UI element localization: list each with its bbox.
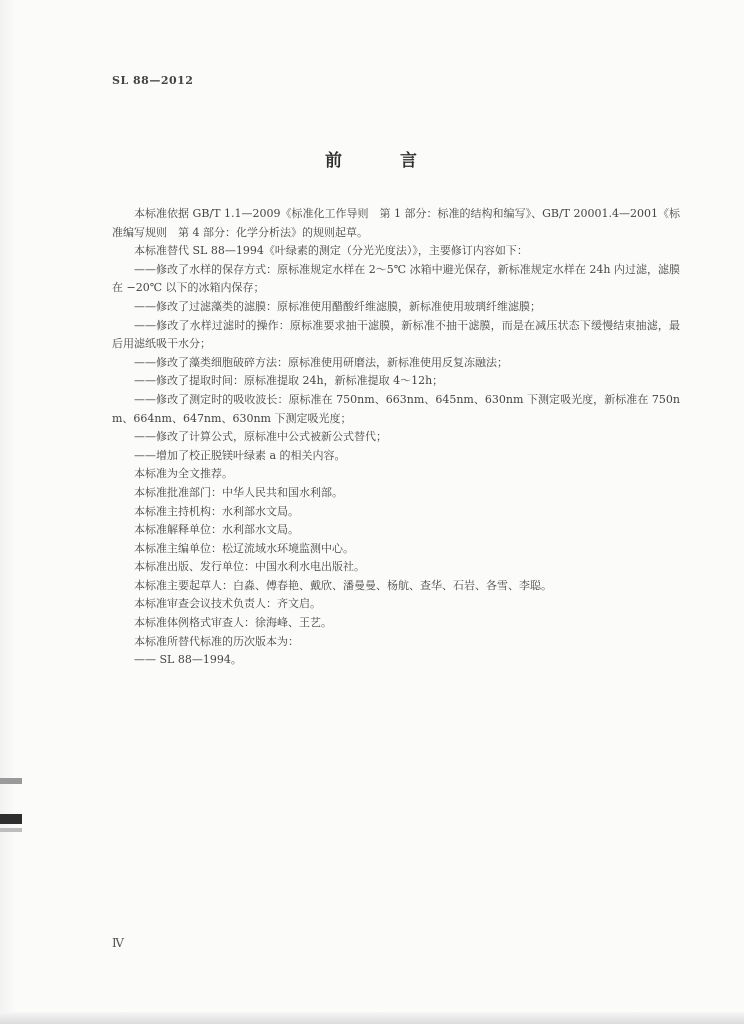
page-number: Ⅳ (112, 936, 124, 950)
paragraph-recommendation: 本标准为全文推荐。 (134, 467, 233, 481)
paragraph-publisher: 本标准出版、发行单位：中国水利水电出版社。 (134, 560, 365, 574)
paragraph-basis: 本标准依据 GB/T 1.1—2009《标准化工作导则 第 1 部分：标准的结构和编写》、GB/T 20001.4—2001《标准编写规则 第 4 部分：化学分析法》的规则起草。 (112, 207, 680, 239)
previous-edition-item: —— SL 88—1994。 (134, 653, 242, 667)
paragraph-replaces: 本标准替代 SL 88—1994《叶绿素的测定（分光光度法）》，主要修订内容如下： (134, 244, 528, 258)
foreword-body (112, 205, 680, 670)
paragraph-approving-dept: 本标准批准部门：中华人民共和国水利部。 (134, 485, 343, 499)
paragraph-interpreting-unit: 本标准解释单位：水利部水文局。 (134, 523, 299, 537)
scan-artifact-bar (0, 814, 22, 824)
paragraph-review-lead: 本标准审查会议技术负责人：齐文启。 (134, 597, 321, 611)
revision-item-storage: ——修改了水样的保存方式：原标准规定水样在 2～5℃ 冰箱中避光保存，新标准规定水样在 24h 内过滤，滤膜在 −20℃ 以下的冰箱内保存； (112, 262, 680, 295)
standard-code-header: SL 88—2012 (112, 74, 194, 87)
revision-item-wavelength: ——修改了测定时的吸收波长：原标准在 750nm、663nm、645nm、630nm 下测定吸光度，新标准在 750nm、664nm、647nm、630nm 下测定吸光度； (112, 392, 680, 425)
paragraph-format-reviewers: 本标准体例格式审查人：徐海峰、王艺。 (134, 616, 332, 630)
paragraph-chief-editor: 本标准主编单位：松辽流域水环境监测中心。 (134, 541, 354, 555)
paragraph-drafters: 本标准主要起草人：白淼、傅春艳、戴欣、潘曼曼、杨航、查华、石岩、各雪、李聪。 (134, 578, 552, 592)
revision-item-filtration: ——修改了水样过滤时的操作：原标准要求抽干滤膜，新标准不抽干滤膜，而是在减压状态下缓慢结束抽滤，最后用滤纸吸干水分； (112, 318, 680, 351)
revision-item-pheophytin: ——增加了校正脱镁叶绿素 a 的相关内容。 (134, 448, 346, 462)
scan-artifact-bar (0, 778, 22, 784)
scan-artifact-bar (0, 828, 22, 832)
revision-item-filter-membrane: ——修改了过滤藻类的滤膜：原标准使用醋酸纤维滤膜，新标准使用玻璃纤维滤膜； (134, 299, 541, 313)
revision-item-extraction-time: ——修改了提取时间：原标准提取 24h，新标准提取 4～12h； (134, 374, 444, 388)
revision-item-cell-disruption: ——修改了藻类细胞破碎方法：原标准使用研磨法，新标准使用反复冻融法； (134, 355, 508, 369)
paragraph-host-org: 本标准主持机构：水利部水文局。 (134, 504, 299, 518)
paragraph-previous-editions: 本标准所替代标准的历次版本为： (134, 634, 299, 648)
page-title: 前 言 (325, 151, 443, 171)
scan-bottom-edge (0, 1012, 744, 1024)
revision-item-formula: ——修改了计算公式，原标准中公式被新公式替代； (134, 430, 387, 444)
